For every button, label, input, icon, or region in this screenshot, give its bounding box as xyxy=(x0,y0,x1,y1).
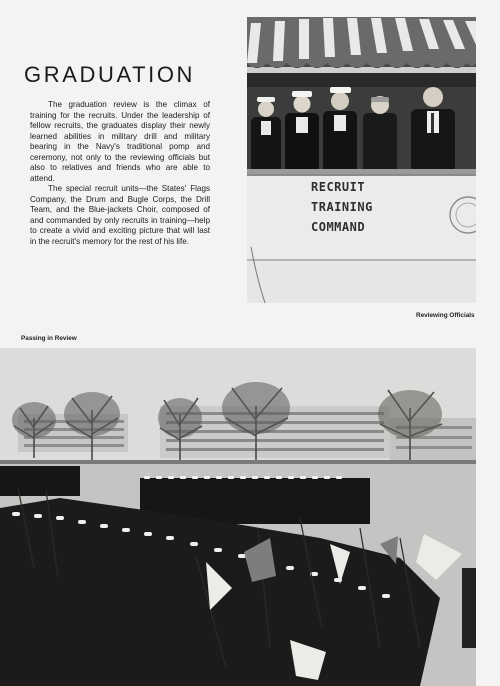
reviewing-stand-illustration xyxy=(247,17,476,303)
paragraph-2: The special recruit units—the States' Flags Company, the Drum and Bugle Corps, the Drill Team, and the Blue-jackets Choir, composed of and commanded by only recruits in training—help to create a vivid and exciting picture that will last in the recruit's memory for the rest of his life. xyxy=(30,184,210,246)
passing-in-review-photo xyxy=(0,348,476,686)
article-body xyxy=(30,100,210,247)
paragraph-1: The graduation review is the climax of training for the recruits. Under the leadership of fellow recruits, the graduates display their newly learned abilities in military drill and military bearing in the Navy's traditional pomp and ceremony, not only to the reviewing officials but also to relatives and friends who are able to attend. xyxy=(30,100,210,183)
sign-line-3: COMMAND xyxy=(311,220,366,234)
photo-caption-review: Passing in Review xyxy=(21,335,77,342)
parade-illustration xyxy=(0,348,476,686)
sign-line-2: TRAINING xyxy=(311,200,373,214)
reviewing-officials-photo xyxy=(247,17,476,303)
sign-line-1: RECRUIT xyxy=(311,180,366,194)
photo-caption-reviewing: Reviewing Officials xyxy=(416,312,475,319)
page-title: GRADUATION xyxy=(24,62,196,87)
